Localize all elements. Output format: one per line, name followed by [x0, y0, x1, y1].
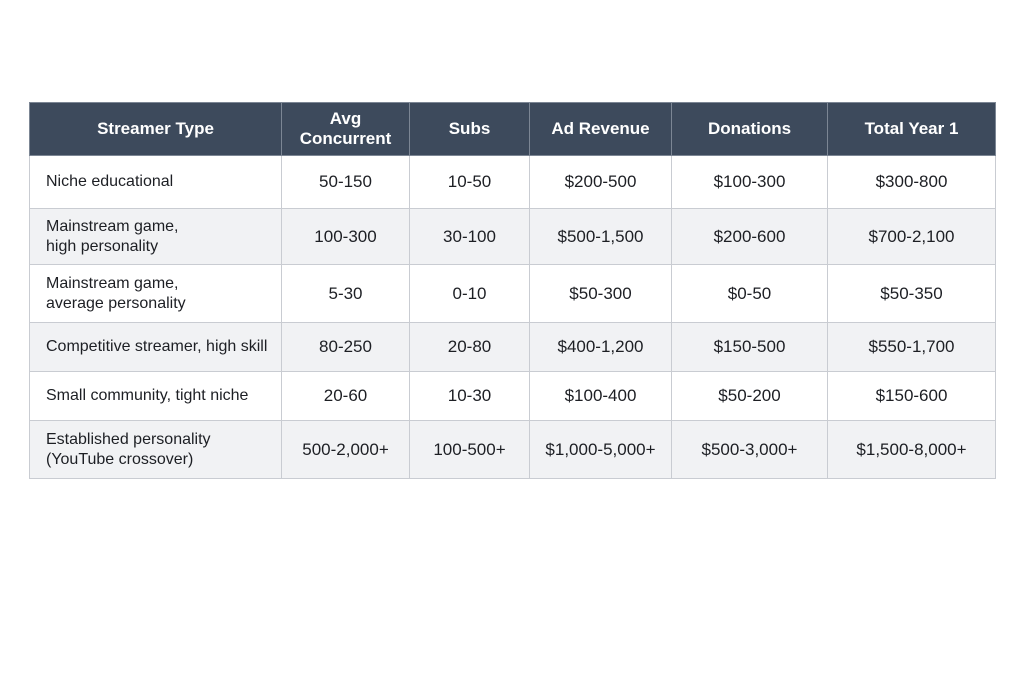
header-avg-concurrent-line1: Avg: [329, 109, 362, 128]
streamer-type-line1: Niche educational: [46, 173, 174, 190]
header-donations: Donations: [672, 103, 828, 156]
cell-avg-concurrent: 100-300: [282, 209, 410, 265]
cell-ad-revenue: $500-1,500: [530, 209, 672, 265]
streamer-type-line2: average personality: [46, 294, 186, 312]
cell-total-year-1: $700-2,100: [828, 209, 996, 265]
cell-ad-revenue: $400-1,200: [530, 323, 672, 372]
cell-total-year-1: $150-600: [828, 372, 996, 421]
header-row: [30, 103, 996, 156]
cell-ad-revenue: $100-400: [530, 372, 672, 421]
cell-streamer-type: [30, 209, 282, 265]
table-row: [30, 323, 996, 372]
cell-donations: $0-50: [672, 265, 828, 323]
cell-donations: $100-300: [672, 156, 828, 209]
header-avg-concurrent: [282, 103, 410, 156]
table-row: [30, 156, 996, 209]
cell-subs: 100-500+: [410, 421, 530, 479]
cell-avg-concurrent: 500-2,000+: [282, 421, 410, 479]
cell-total-year-1: $1,500-8,000+: [828, 421, 996, 479]
header-streamer-type: Streamer Type: [30, 103, 282, 156]
cell-ad-revenue: $200-500: [530, 156, 672, 209]
streamer-type-line1: Established personality: [46, 430, 211, 448]
revenue-table-container: [29, 102, 995, 479]
cell-total-year-1: $550-1,700: [828, 323, 996, 372]
streamer-revenue-table: [29, 102, 996, 479]
streamer-type-line1: Competitive streamer, high skill: [46, 338, 268, 355]
cell-avg-concurrent: 20-60: [282, 372, 410, 421]
cell-total-year-1: $300-800: [828, 156, 996, 209]
cell-ad-revenue: $1,000-5,000+: [530, 421, 672, 479]
header-subs: Subs: [410, 103, 530, 156]
cell-avg-concurrent: 50-150: [282, 156, 410, 209]
streamer-type-line1: Mainstream game,: [46, 274, 179, 292]
cell-donations: $200-600: [672, 209, 828, 265]
streamer-type-line2: high personality: [46, 237, 159, 255]
header-ad-revenue: Ad Revenue: [530, 103, 672, 156]
streamer-type-line1: Mainstream game,: [46, 217, 179, 235]
cell-subs: 10-50: [410, 156, 530, 209]
cell-donations: $150-500: [672, 323, 828, 372]
cell-streamer-type: [30, 323, 282, 372]
table-row: [30, 265, 996, 323]
table-row: [30, 421, 996, 479]
cell-streamer-type: [30, 421, 282, 479]
cell-subs: 10-30: [410, 372, 530, 421]
table-row: [30, 372, 996, 421]
cell-donations: $50-200: [672, 372, 828, 421]
cell-ad-revenue: $50-300: [530, 265, 672, 323]
cell-total-year-1: $50-350: [828, 265, 996, 323]
cell-subs: 20-80: [410, 323, 530, 372]
streamer-type-line1: Small community, tight niche: [46, 387, 249, 404]
cell-subs: 30-100: [410, 209, 530, 265]
cell-subs: 0-10: [410, 265, 530, 323]
cell-avg-concurrent: 5-30: [282, 265, 410, 323]
table-row: [30, 209, 996, 265]
cell-streamer-type: [30, 372, 282, 421]
cell-avg-concurrent: 80-250: [282, 323, 410, 372]
streamer-type-line2: (YouTube crossover): [46, 450, 194, 468]
cell-donations: $500-3,000+: [672, 421, 828, 479]
header-total-year-1: Total Year 1: [828, 103, 996, 156]
cell-streamer-type: [30, 265, 282, 323]
header-avg-concurrent-line2: Concurrent: [299, 129, 392, 148]
cell-streamer-type: [30, 156, 282, 209]
